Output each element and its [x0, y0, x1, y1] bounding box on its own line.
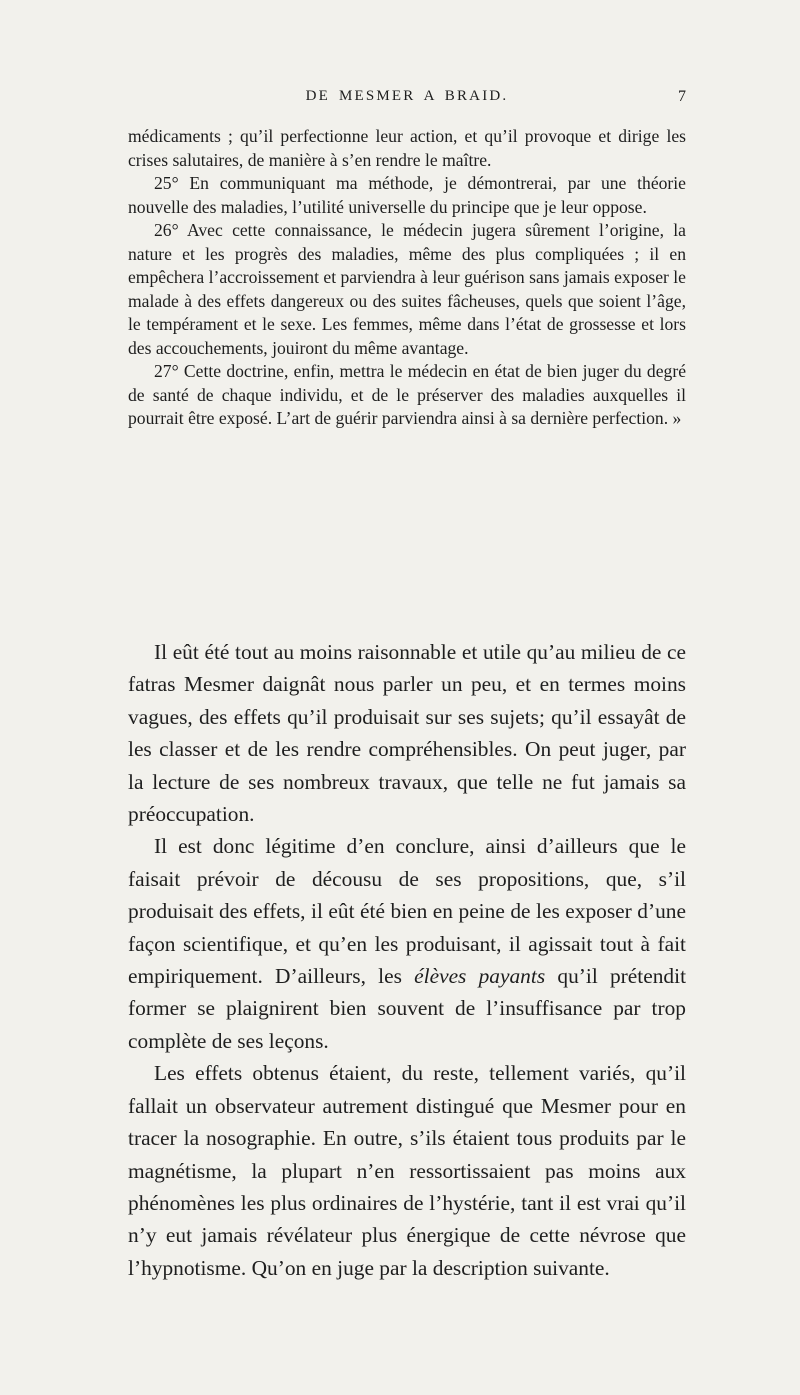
proposition-27: 27° Cette doctrine, enfin, mettra le médecin en état de bien juger du degré de santé de chaque individu, et de le préserver des maladies auxquelles il pourrait être exposé. L’art de guérir parviendra ainsi à sa dernière perfection. » [128, 361, 686, 428]
running-head [128, 88, 686, 110]
body-paragraph-3: Les effets obtenus étaient, du reste, tellement variés, qu’il fallait un observateur autrement distingué que Mesmer pour en tracer la nosographie. En outre, s’ils étaient tous produits par le magnétisme, la plupart n’en ressortissaient pas moins aux phénomènes les plus ordinaires de l’hystérie, tant il est vrai qu’il n’y eut jamais révélateur plus énergique de cette névrose que l’hypnotisme. Qu’on en juge par la description suivante. [128, 1061, 686, 1280]
body-paragraph-2-text-b: qu’il prétendit former se plaignirent bien souvent de l’insuffisance par trop complète de ses leçons. [128, 964, 687, 1053]
body-text [128, 636, 686, 1284]
proposition-25: 25° En communiquant ma méthode, je démontrerai, par une théorie nouvelle des maladies, l’utilité universelle du principe que je leur oppose. [128, 173, 686, 217]
proposition-26: 26° Avec cette connaissance, le médecin jugera sûrement l’origine, la nature et les progrès des maladies, même des plus compliquées ; il en empêchera l’accroissement et parviendra à leur guérison sans jamais exposer le malade à des effets dangereux ou des suites fâcheuses, quels que soient l’âge, le tempérament et le sexe. Les femmes, même dans l’état de grossesse et lors des accouchements, jouiront du même avantage. [128, 220, 686, 358]
quoted-propositions [128, 125, 686, 431]
body-paragraph-2-text-a: Il est donc légitime d’en conclure, ainsi d’ailleurs que le faisait prévoir de décousu de ses propositions, que, s’il produisait des effets, il eût été bien en peine de les exposer d’une façon scientifique, et qu’en les produisant, il agissait tout à fait empiriquement. D’ailleurs, les [128, 834, 686, 989]
body-paragraph-1: Il eût été tout au moins raisonnable et utile qu’au milieu de ce fatras Mesmer daignât nous parler un peu, et en termes moins vagues, des effets qu’il produisait sur ses sujets; qu’il essayât de les classer et de les rendre compréhensibles. On peut juger, par la lecture de ses nombreux travaux, que telle ne fut jamais sa préoccupation. [128, 640, 686, 827]
running-title: DE MESMER A BRAID. [305, 88, 509, 104]
quote-paragraph-continued: médicaments ; qu’il perfectionne leur action, et qu’il provoque et dirige les crises salutaires, de manière à s’en rendre le maître. [128, 126, 686, 170]
page-number: 7 [678, 88, 686, 105]
italic-phrase: élèves payants [414, 964, 546, 989]
body-paragraph-2 [128, 830, 686, 1057]
